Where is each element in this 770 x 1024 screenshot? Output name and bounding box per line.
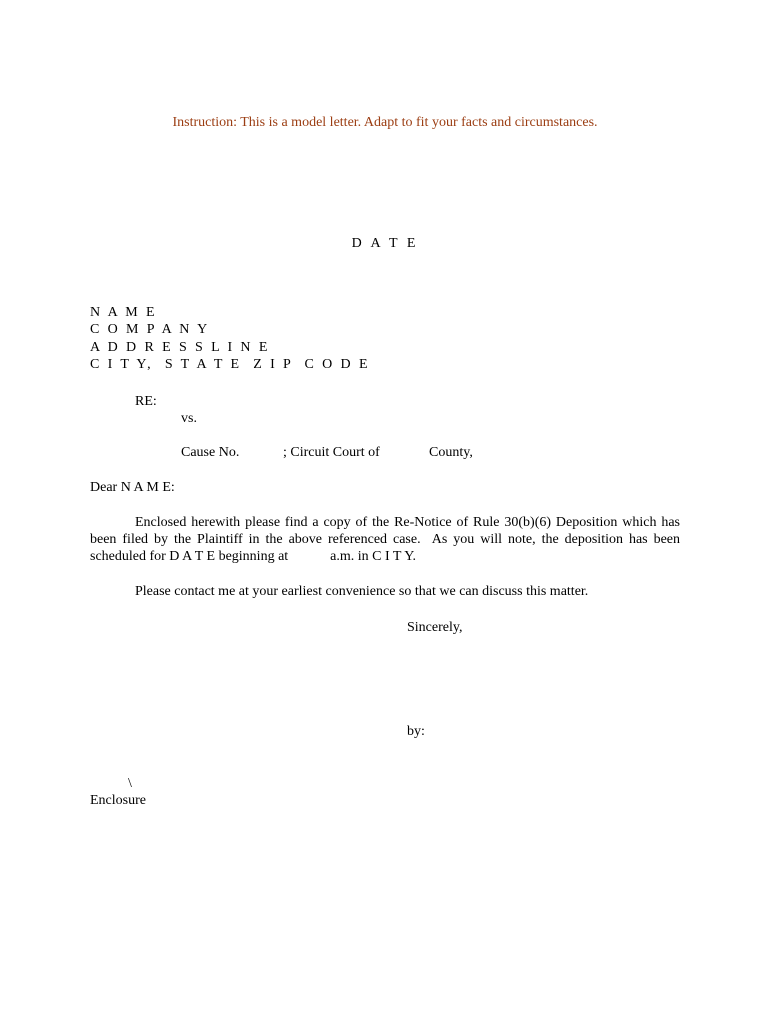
enclosure-note: Enclosure	[90, 793, 146, 808]
county-label: County,	[429, 445, 473, 460]
instruction-note: Instruction: This is a model letter. Adapt to fit your facts and circumstances.	[172, 115, 598, 130]
letter-date: D A T E	[351, 236, 419, 251]
recipient-city: C I T Y, S T A T E Z I P C O D E	[90, 357, 370, 372]
body-paragraph-2: Please contact me at your earliest convenience so that we can discuss this matter.	[135, 584, 589, 599]
closing: Sincerely,	[407, 620, 463, 635]
salutation: Dear N A M E:	[90, 480, 175, 495]
recipient-company: C O M P A N Y	[90, 322, 210, 337]
recipient-name: N A M E	[90, 305, 157, 320]
re-label: RE:	[135, 394, 157, 409]
circuit-court-label: ; Circuit Court of	[283, 445, 380, 460]
signature-by: by:	[407, 724, 425, 739]
recipient-address: A D D R E S S L I N E	[90, 340, 270, 355]
cause-number-label: Cause No.	[181, 445, 240, 460]
backslash-mark: \	[128, 776, 132, 791]
body-paragraph-1: Enclosed herewith please find a copy of the Re-Notice of Rule 30(b)(6) Deposition which has been filed by the Plaintiff in the above referenced case. As you will note, the deposition has been scheduled for D A T E beginning at a.m. in C I T Y.	[90, 515, 684, 564]
re-vs: vs.	[181, 411, 197, 426]
